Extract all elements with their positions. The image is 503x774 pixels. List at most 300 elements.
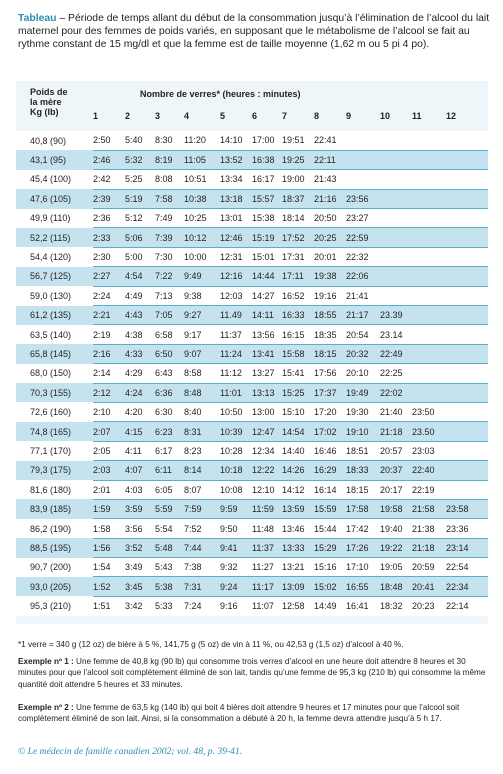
time-cell: 10:50: [220, 402, 252, 421]
table-row: [16, 402, 488, 421]
time-cell: 23:14: [446, 538, 488, 557]
time-cell: 16:46: [314, 441, 346, 460]
time-cell: 20:37: [380, 461, 412, 480]
time-cell: [380, 189, 412, 208]
time-cell: 21:17: [346, 306, 380, 325]
table-row: [16, 170, 488, 189]
time-cell: 15:29: [314, 538, 346, 557]
time-cell: [380, 209, 412, 228]
time-cell: 2:24: [93, 286, 125, 305]
time-cell: 2:27: [93, 267, 125, 286]
time-cell: 3:59: [125, 499, 155, 518]
time-cell: 8:14: [184, 461, 220, 480]
time-cell: 20:25: [314, 228, 346, 247]
time-cell: 13:46: [282, 519, 314, 538]
time-cell: 19:49: [346, 383, 380, 402]
alcohol-elimination-table: [16, 81, 488, 616]
time-cell: 12:22: [252, 461, 282, 480]
time-cell: 2:01: [93, 480, 125, 499]
time-cell: 3:56: [125, 519, 155, 538]
weight-cell: 86,2 (190): [30, 523, 72, 534]
time-cell: 5:32: [125, 150, 155, 169]
time-cell: [412, 267, 446, 286]
drink-count-3: 3: [155, 111, 161, 121]
time-cell: [412, 344, 446, 363]
time-cell: 8:31: [184, 422, 220, 441]
time-cell: 9:49: [184, 267, 220, 286]
weight-header-line-1: Poids de: [30, 87, 68, 97]
time-cell: 11.49: [220, 306, 252, 325]
time-cell: 13:41: [252, 344, 282, 363]
time-cell: 15:19: [252, 228, 282, 247]
weight-cell: 52,2 (115): [30, 232, 71, 243]
time-cell: 6:58: [155, 325, 184, 344]
time-cell: 16:52: [282, 286, 314, 305]
time-cell: 20:17: [380, 480, 412, 499]
time-cell: [446, 344, 488, 363]
time-cell: 10:28: [220, 441, 252, 460]
time-cell: 13:13: [252, 383, 282, 402]
time-cell: 13:56: [252, 325, 282, 344]
table-body: [16, 131, 488, 616]
weight-cell: 74,8 (165): [30, 426, 72, 437]
time-cell: 21:43: [314, 170, 346, 189]
time-cell: 12:10: [252, 480, 282, 499]
time-cell: [412, 150, 446, 169]
time-cell: 20:01: [314, 247, 346, 266]
time-cell: 7:38: [184, 558, 220, 577]
time-cell: [446, 441, 488, 460]
time-cell: 6:43: [155, 364, 184, 383]
weight-cell: 65,8 (145): [30, 348, 72, 359]
time-cell: 3:52: [125, 538, 155, 557]
time-cell: 23:36: [446, 519, 488, 538]
time-cell: 4:15: [125, 422, 155, 441]
time-cell: 17:56: [314, 364, 346, 383]
time-cell: 1:56: [93, 538, 125, 557]
time-cell: 5:25: [125, 170, 155, 189]
time-cell: 13:34: [220, 170, 252, 189]
time-cell: [446, 150, 488, 169]
time-cell: 18:15: [314, 344, 346, 363]
time-cell: [412, 170, 446, 189]
weight-cell: 72,6 (160): [30, 407, 72, 418]
time-cell: 15:57: [252, 189, 282, 208]
time-cell: 10:38: [184, 189, 220, 208]
time-cell: 5:40: [125, 135, 143, 146]
time-cell: 9:59: [220, 499, 252, 518]
time-cell: [446, 247, 488, 266]
time-cell: 8:40: [184, 402, 220, 421]
drinks-column-group-header: [93, 81, 488, 131]
weight-cell: 56,7 (125): [30, 271, 72, 282]
table-row: [16, 499, 488, 518]
example-1-text: Une femme de 40,8 kg (90 lb) qui consomme trois verres d’alcool en une heure doit attendre 8 heures et 30 minutes pour que l’alcool soit complètement éliminé de son lait, tandis qu’une femme de 95,3 kg (210 lb) qui consomme la même quantité doit attendre 5 heures et 33 minutes.: [18, 657, 486, 689]
time-cell: 8:19: [155, 150, 184, 169]
time-cell: [380, 247, 412, 266]
time-cell: [412, 228, 446, 247]
time-cell: 18:48: [380, 577, 412, 596]
time-cell: [346, 150, 380, 169]
time-cell: 4:29: [125, 364, 155, 383]
time-cell: 4:11: [125, 441, 155, 460]
time-cell: [412, 325, 446, 344]
time-cell: [446, 131, 488, 150]
time-cell: 5:19: [125, 189, 155, 208]
time-cell: 22:19: [412, 480, 446, 499]
time-cell: 17:00: [252, 135, 275, 146]
weight-column-header: [16, 81, 93, 131]
time-cell: 16:17: [252, 170, 282, 189]
time-cell: [446, 325, 488, 344]
time-cell: 10:51: [184, 170, 220, 189]
time-cell: 10:08: [220, 480, 252, 499]
time-cell: [380, 267, 412, 286]
weight-cell: 70,3 (155): [30, 387, 72, 398]
weight-cell: 77,1 (170): [30, 445, 72, 456]
time-cell: 11:01: [220, 383, 252, 402]
time-cell: 10:39: [220, 422, 252, 441]
time-cell: 15:38: [252, 209, 282, 228]
time-cell: [446, 480, 488, 499]
time-cell: 9:07: [184, 344, 220, 363]
weight-cell: 81,6 (180): [30, 484, 72, 495]
time-cell: 5:48: [155, 538, 184, 557]
time-cell: 17:37: [314, 383, 346, 402]
time-cell: 9:38: [184, 286, 220, 305]
table-row: [16, 364, 488, 383]
time-cell: 22:32: [346, 247, 380, 266]
time-cell: 16:14: [314, 480, 346, 499]
time-cell: 11:37: [220, 325, 252, 344]
time-cell: 19:00: [282, 170, 314, 189]
time-cell: 12:58: [282, 596, 314, 615]
time-cell: 2:21: [93, 306, 125, 325]
table-row: [16, 577, 488, 596]
time-cell: 22:02: [380, 383, 412, 402]
time-cell: 2:39: [93, 189, 125, 208]
time-cell: 8:30: [155, 135, 173, 146]
time-cell: 1:54: [93, 558, 125, 577]
time-cell: 3:42: [125, 596, 155, 615]
time-cell: 21:40: [380, 402, 412, 421]
time-cell: 6:23: [155, 422, 184, 441]
time-cell: 22:59: [346, 228, 380, 247]
time-cell: 15:44: [314, 519, 346, 538]
time-cell: [446, 364, 488, 383]
time-cell: 14:26: [282, 461, 314, 480]
time-cell: 22:41: [314, 135, 337, 146]
time-cell: 9:17: [184, 325, 220, 344]
time-cell: 1:51: [93, 596, 125, 615]
time-cell: [380, 286, 412, 305]
time-cell: 17:52: [282, 228, 314, 247]
time-cell: [412, 209, 446, 228]
time-cell: 5:33: [155, 596, 184, 615]
time-cell: 6:50: [155, 344, 184, 363]
time-cell: 14:49: [314, 596, 346, 615]
time-cell: 11:48: [252, 519, 282, 538]
time-cell: 13:21: [282, 558, 314, 577]
weight-cell: 43,1 (95): [30, 155, 67, 166]
weight-cell: 45,4 (100): [30, 174, 72, 185]
time-cell: 3:49: [125, 558, 155, 577]
time-cell: 13:00: [252, 402, 282, 421]
time-cell: 4:38: [125, 325, 155, 344]
time-cell: [446, 402, 488, 421]
time-cell: 12:47: [252, 422, 282, 441]
time-cell: 7:13: [155, 286, 184, 305]
time-cell: 11:37: [252, 538, 282, 557]
time-cell: 17:20: [314, 402, 346, 421]
weight-cell: 61,2 (135): [30, 310, 72, 321]
time-cell: 19:16: [314, 286, 346, 305]
time-cell: 20:57: [380, 441, 412, 460]
time-cell: 9:50: [220, 519, 252, 538]
time-cell: 22:11: [314, 150, 346, 169]
weight-cell: 68,0 (150): [30, 368, 72, 379]
time-cell: 21:16: [314, 189, 346, 208]
time-cell: [446, 306, 488, 325]
drink-count-5: 5: [220, 111, 226, 121]
table-row: [16, 461, 488, 480]
example-2-note: [18, 702, 488, 725]
time-cell: 7:52: [184, 519, 220, 538]
time-cell: [446, 422, 488, 441]
time-cell: 2:42: [93, 170, 125, 189]
weight-cell: 88,5 (195): [30, 542, 72, 553]
example-1-note: [18, 656, 488, 690]
time-cell: 6:36: [155, 383, 184, 402]
time-cell: 4:03: [125, 480, 155, 499]
drink-count-8: 8: [314, 111, 320, 121]
table-row: [16, 189, 488, 208]
time-cell: 18:15: [346, 480, 380, 499]
time-cell: 16:41: [346, 596, 380, 615]
drinks-count-header: Nombre de verres* (heures : minutes): [140, 89, 301, 99]
time-cell: [412, 383, 446, 402]
time-cell: 4:24: [125, 383, 155, 402]
source-citation: © Le médecin de famille canadien 2002; vol. 48, p. 39-41.: [18, 746, 243, 757]
time-cell: 14:44: [252, 267, 282, 286]
time-cell: 22:34: [446, 577, 488, 596]
time-cell: 2:03: [93, 461, 125, 480]
time-cell: 13:59: [282, 499, 314, 518]
time-cell: 8:23: [184, 441, 220, 460]
time-cell: [412, 286, 446, 305]
time-cell: 13:09: [282, 577, 314, 596]
time-cell: [412, 131, 446, 150]
time-cell: 17:10: [346, 558, 380, 577]
time-cell: 22:54: [446, 558, 488, 577]
time-cell: 18:14: [282, 209, 314, 228]
time-cell: 4:49: [125, 286, 155, 305]
table-row: [16, 286, 488, 305]
time-cell: 15:02: [314, 577, 346, 596]
time-cell: 23:50: [412, 402, 446, 421]
caption-lead: Tableau: [18, 13, 57, 24]
time-cell: 23.50: [412, 422, 446, 441]
table-row: [16, 247, 488, 266]
time-cell: [412, 364, 446, 383]
time-cell: 20:41: [412, 577, 446, 596]
weight-cell: 95,3 (210): [30, 601, 72, 612]
time-cell: 5:12: [125, 209, 155, 228]
time-cell: 2:07: [93, 422, 125, 441]
time-cell: 20:54: [346, 325, 380, 344]
time-cell: 9:27: [184, 306, 220, 325]
weight-cell: 59,0 (130): [30, 290, 72, 301]
time-cell: 13:52: [220, 150, 252, 169]
table-caption: [18, 12, 490, 51]
table-row: [16, 422, 488, 441]
time-cell: 6:30: [155, 402, 184, 421]
time-cell: 16:38: [252, 150, 282, 169]
time-cell: 4:43: [125, 306, 155, 325]
time-cell: [380, 170, 412, 189]
weight-cell: 47,6 (105): [30, 193, 72, 204]
time-cell: 14:12: [282, 480, 314, 499]
table-row: [16, 538, 488, 557]
time-cell: 18:51: [346, 441, 380, 460]
table-header-row: [16, 81, 488, 131]
table-row: [16, 344, 488, 363]
time-cell: 10:12: [184, 228, 220, 247]
table-row: [16, 558, 488, 577]
time-cell: 7:59: [184, 499, 220, 518]
time-cell: 19:22: [380, 538, 412, 557]
time-cell: 19:51: [282, 135, 305, 146]
weight-header-line-2: la mère: [30, 97, 62, 107]
time-cell: 2:33: [93, 228, 125, 247]
time-cell: 20:59: [412, 558, 446, 577]
drink-count-10: 10: [380, 111, 391, 121]
time-cell: 14:11: [252, 306, 282, 325]
drink-count-2: 2: [125, 111, 131, 121]
time-cell: 7:39: [155, 228, 184, 247]
time-cell: 17:31: [282, 247, 314, 266]
time-cell: 7:44: [184, 538, 220, 557]
time-cell: 16:55: [346, 577, 380, 596]
time-cell: [346, 131, 380, 150]
time-cell: 21:18: [412, 538, 446, 557]
time-cell: 2:46: [93, 150, 125, 169]
time-cell: 11:59: [252, 499, 282, 518]
time-cell: 14:40: [282, 441, 314, 460]
time-cell: [446, 209, 488, 228]
time-cell: 4:33: [125, 344, 155, 363]
time-cell: [380, 131, 412, 150]
time-cell: 12:31: [220, 247, 252, 266]
time-cell: [446, 189, 488, 208]
time-cell: 10:25: [184, 209, 220, 228]
time-cell: 21:58: [412, 499, 446, 518]
weight-cell: 93,0 (205): [30, 581, 72, 592]
time-cell: 7:58: [155, 189, 184, 208]
weight-cell: 90,7 (200): [30, 562, 72, 573]
weight-cell: 54,4 (120): [30, 252, 72, 263]
time-cell: 12:16: [220, 267, 252, 286]
time-cell: 18:35: [314, 325, 346, 344]
time-cell: 20:10: [346, 364, 380, 383]
drink-count-11: 11: [412, 111, 422, 121]
time-cell: 9:16: [220, 596, 252, 615]
time-cell: 15:58: [282, 344, 314, 363]
weight-cell: 83,9 (185): [30, 504, 72, 515]
time-cell: 16:33: [282, 306, 314, 325]
time-cell: 14:10: [220, 135, 243, 146]
time-cell: 23:56: [346, 189, 380, 208]
time-cell: 6:05: [155, 480, 184, 499]
time-cell: 17:58: [346, 499, 380, 518]
time-cell: 23:27: [346, 209, 380, 228]
drink-count-12: 12: [446, 111, 457, 121]
time-cell: 20:23: [412, 596, 446, 615]
time-cell: 2:16: [93, 344, 125, 363]
time-cell: 11:24: [220, 344, 252, 363]
time-cell: 9:41: [220, 538, 252, 557]
table-row: [16, 150, 488, 169]
drink-count-9: 9: [346, 111, 352, 121]
time-cell: 22:49: [380, 344, 412, 363]
time-cell: 21:38: [412, 519, 446, 538]
time-cell: 22:14: [446, 596, 488, 615]
time-cell: 15:10: [282, 402, 314, 421]
table-row: [16, 131, 488, 150]
time-cell: 5:00: [125, 247, 155, 266]
time-cell: 9:24: [220, 577, 252, 596]
time-cell: [412, 189, 446, 208]
time-cell: 3:45: [125, 577, 155, 596]
time-cell: 19:10: [346, 422, 380, 441]
time-cell: 12:34: [252, 441, 282, 460]
time-cell: 18:55: [314, 306, 346, 325]
time-cell: 2:10: [93, 402, 125, 421]
time-cell: 8:58: [184, 364, 220, 383]
time-cell: 4:20: [125, 402, 155, 421]
time-cell: 10:18: [220, 461, 252, 480]
time-cell: 4:54: [125, 267, 155, 286]
time-cell: 6:17: [155, 441, 184, 460]
time-cell: 4:07: [125, 461, 155, 480]
table-row: [16, 596, 488, 615]
time-cell: [412, 247, 446, 266]
time-cell: 1:52: [93, 577, 125, 596]
time-cell: 13:33: [282, 538, 314, 557]
time-cell: 19:40: [380, 519, 412, 538]
example-1-label: Exemple nº 1 :: [18, 657, 74, 666]
time-cell: [446, 170, 488, 189]
time-cell: 13:27: [252, 364, 282, 383]
time-cell: 2:14: [93, 364, 125, 383]
time-cell: 10:00: [184, 247, 220, 266]
time-cell: 13:01: [220, 209, 252, 228]
time-cell: 19:30: [346, 402, 380, 421]
example-2-label: Exemple nº 2 :: [18, 703, 74, 712]
time-cell: 5:54: [155, 519, 184, 538]
table-row: [16, 519, 488, 538]
time-cell: 19:05: [380, 558, 412, 577]
table-row: [16, 383, 488, 402]
time-cell: 5:06: [125, 228, 155, 247]
table-row: [16, 267, 488, 286]
time-cell: 15:25: [282, 383, 314, 402]
drink-count-4: 4: [184, 111, 190, 121]
weight-cell: 63,5 (140): [30, 329, 72, 340]
time-cell: 11:27: [252, 558, 282, 577]
time-cell: 13:18: [220, 189, 252, 208]
time-cell: 17:11: [282, 267, 314, 286]
